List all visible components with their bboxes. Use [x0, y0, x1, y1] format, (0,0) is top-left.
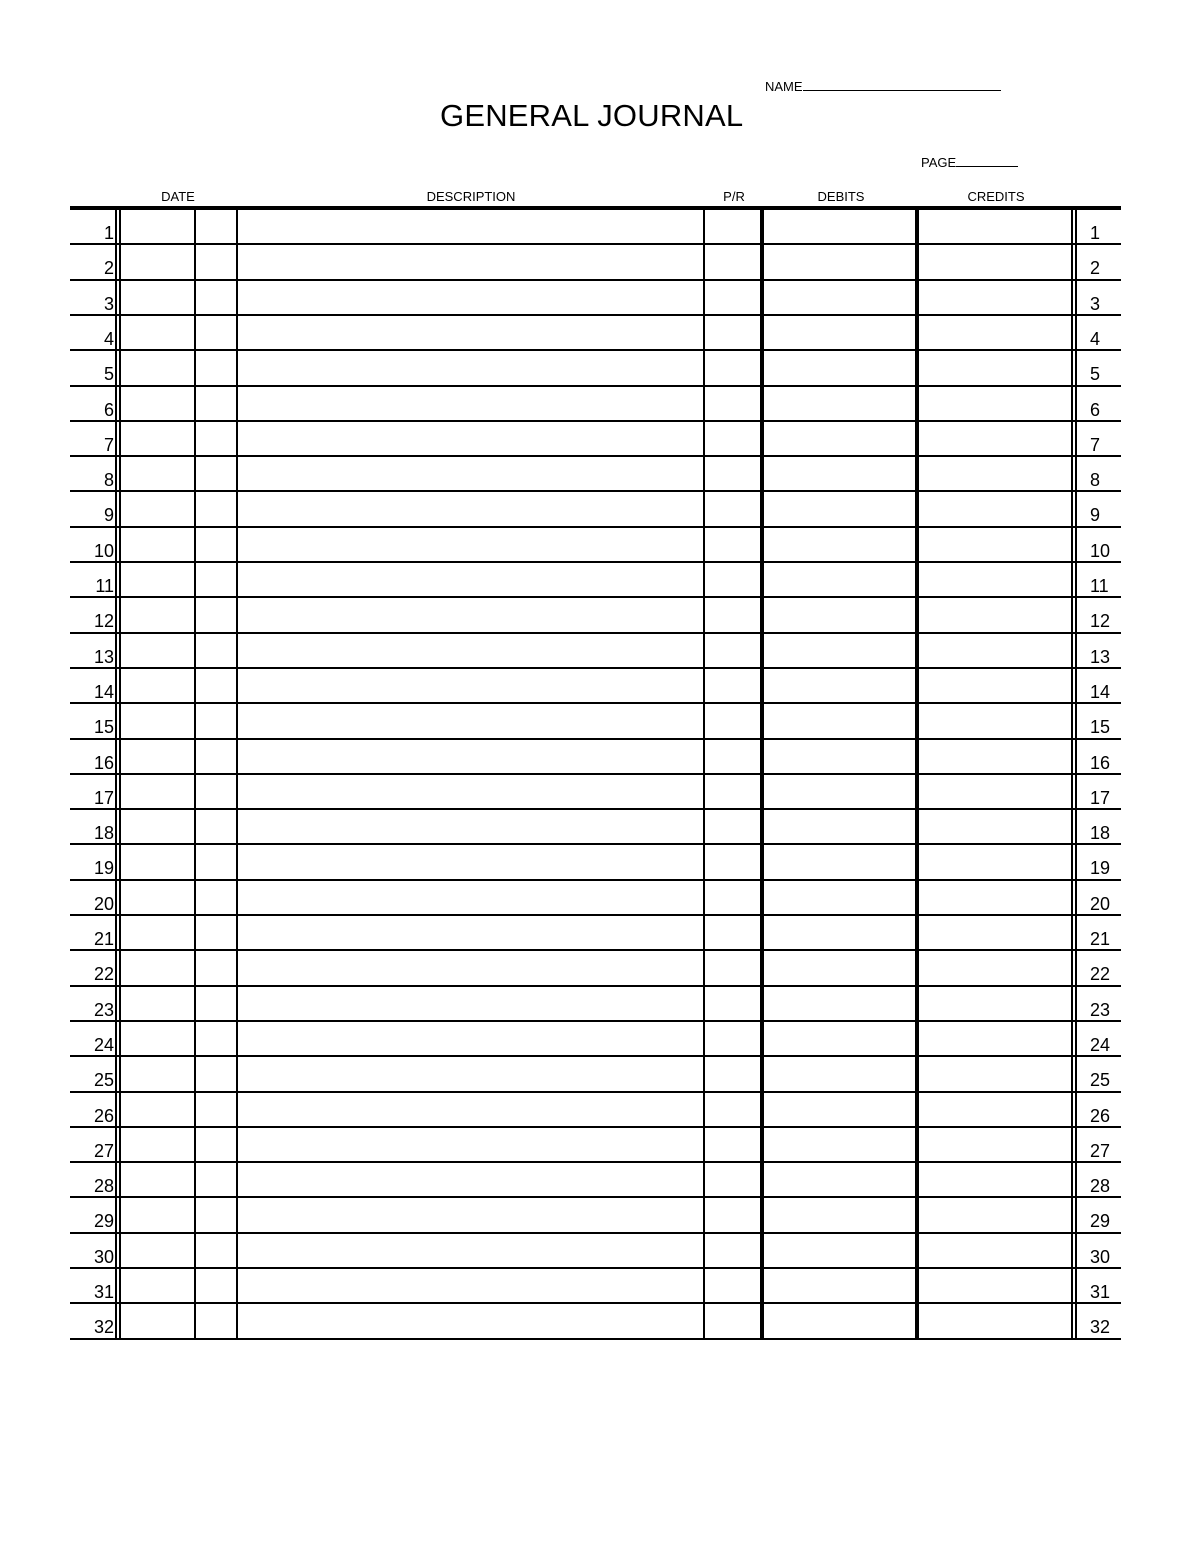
- row-number-right: 13: [1090, 646, 1111, 667]
- row-number-right: 16: [1090, 752, 1111, 773]
- table-row[interactable]: [0, 1093, 1200, 1128]
- table-row[interactable]: [0, 316, 1200, 351]
- table-row[interactable]: [0, 1234, 1200, 1269]
- table-row[interactable]: [0, 1128, 1200, 1163]
- row-number-left: 1: [103, 223, 114, 243]
- row-number-left: 9: [103, 505, 114, 526]
- row-number-right: 29: [1090, 1211, 1111, 1232]
- row-number-right: 11: [1090, 576, 1109, 596]
- table-row[interactable]: [0, 1022, 1200, 1057]
- row-number-right: 8: [1090, 470, 1101, 491]
- row-number-right: 21: [1090, 929, 1111, 949]
- row-number-left: 12: [93, 611, 114, 632]
- row-number-left: 11: [95, 576, 114, 596]
- page-title: GENERAL JOURNAL: [440, 98, 744, 133]
- column-header-debits: DEBITS: [817, 189, 865, 204]
- table-row[interactable]: [0, 387, 1200, 422]
- row-number-left: 21: [93, 929, 114, 949]
- table-row[interactable]: [0, 1163, 1200, 1198]
- table-row[interactable]: [0, 1304, 1200, 1339]
- row-number-right: 20: [1090, 893, 1111, 914]
- row-number-right: 3: [1090, 293, 1101, 314]
- table-row[interactable]: [0, 457, 1200, 492]
- row-number-right: 24: [1090, 1034, 1111, 1055]
- row-number-right: 32: [1090, 1317, 1111, 1338]
- table-row[interactable]: [0, 528, 1200, 563]
- row-number-left: 10: [93, 540, 114, 561]
- row-number-right: 2: [1090, 258, 1101, 279]
- row-number-right: 25: [1090, 1070, 1111, 1091]
- row-number-left: 32: [93, 1317, 114, 1338]
- table-row[interactable]: [0, 281, 1200, 316]
- row-number-left: 20: [93, 893, 114, 914]
- table-row[interactable]: [0, 634, 1200, 669]
- row-number-right: 15: [1090, 717, 1111, 738]
- row-number-left: 18: [93, 823, 114, 844]
- row-number-right: 5: [1090, 364, 1101, 385]
- row-rule: [70, 1338, 1121, 1340]
- page-blank-line[interactable]: [956, 155, 1018, 167]
- column-header-date: DATE: [161, 189, 195, 204]
- column-header-credits: CREDITS: [967, 189, 1025, 204]
- row-number-left: 25: [93, 1070, 114, 1091]
- name-blank-line[interactable]: [803, 79, 1001, 91]
- page-field[interactable]: [921, 155, 1018, 170]
- row-number-left: 28: [93, 1176, 114, 1197]
- row-number-left: 23: [93, 999, 114, 1020]
- table-row[interactable]: [0, 845, 1200, 880]
- row-number-left: 29: [93, 1211, 114, 1232]
- table-row[interactable]: [0, 1057, 1200, 1092]
- table-row[interactable]: [0, 669, 1200, 704]
- table-row[interactable]: [0, 422, 1200, 457]
- table-row[interactable]: [0, 775, 1200, 810]
- row-number-left: 17: [93, 787, 114, 808]
- row-number-left: 19: [93, 858, 114, 879]
- row-number-right: 4: [1090, 328, 1101, 349]
- table-row[interactable]: [0, 245, 1200, 280]
- table-row[interactable]: [0, 951, 1200, 986]
- row-number-right: 30: [1090, 1246, 1111, 1267]
- row-number-left: 5: [103, 364, 114, 385]
- table-row[interactable]: [0, 1269, 1200, 1304]
- name-label: NAME: [765, 79, 803, 94]
- table-row[interactable]: [0, 563, 1200, 598]
- row-number-left: 30: [93, 1246, 114, 1267]
- row-number-left: 26: [93, 1105, 114, 1126]
- row-number-left: 3: [103, 293, 114, 314]
- row-number-left: 22: [93, 964, 114, 985]
- table-row[interactable]: [0, 598, 1200, 633]
- table-row[interactable]: [0, 740, 1200, 775]
- row-number-right: 9: [1090, 505, 1101, 526]
- row-number-left: 13: [93, 646, 114, 667]
- row-number-left: 2: [103, 258, 114, 279]
- table-row[interactable]: [0, 1198, 1200, 1233]
- row-number-right: 31: [1090, 1282, 1111, 1302]
- table-row[interactable]: [0, 987, 1200, 1022]
- row-number-right: 23: [1090, 999, 1111, 1020]
- table-row[interactable]: [0, 704, 1200, 739]
- row-number-right: 28: [1090, 1176, 1111, 1197]
- table-row[interactable]: [0, 492, 1200, 527]
- row-number-left: 8: [103, 470, 114, 491]
- row-number-right: 10: [1090, 540, 1111, 561]
- table-row[interactable]: [0, 916, 1200, 951]
- row-number-right: 18: [1090, 823, 1111, 844]
- row-number-right: 6: [1090, 399, 1101, 420]
- row-number-left: 14: [93, 681, 114, 702]
- column-header-description: DESCRIPTION: [426, 189, 516, 204]
- row-number-right: 17: [1090, 787, 1111, 808]
- row-number-right: 27: [1090, 1140, 1111, 1161]
- row-number-right: 7: [1090, 434, 1101, 455]
- row-number-right: 1: [1090, 223, 1101, 243]
- table-row[interactable]: [0, 351, 1200, 386]
- row-number-left: 24: [93, 1034, 114, 1055]
- row-number-left: 15: [93, 717, 114, 738]
- name-field[interactable]: [765, 79, 1001, 94]
- row-number-left: 31: [93, 1282, 114, 1302]
- column-header-pr: P/R: [723, 189, 745, 204]
- page-label: PAGE: [921, 155, 957, 170]
- row-number-right: 19: [1090, 858, 1111, 879]
- row-number-right: 26: [1090, 1105, 1111, 1126]
- row-number-left: 4: [103, 328, 114, 349]
- row-number-right: 14: [1090, 681, 1111, 702]
- row-number-left: 6: [103, 399, 114, 420]
- row-number-left: 16: [93, 752, 114, 773]
- table-row[interactable]: [0, 210, 1200, 245]
- table-row[interactable]: [0, 810, 1200, 845]
- row-number-left: 7: [103, 434, 114, 455]
- row-number-right: 22: [1090, 964, 1111, 985]
- row-number-right: 12: [1090, 611, 1111, 632]
- table-row[interactable]: [0, 881, 1200, 916]
- row-number-left: 27: [93, 1140, 114, 1161]
